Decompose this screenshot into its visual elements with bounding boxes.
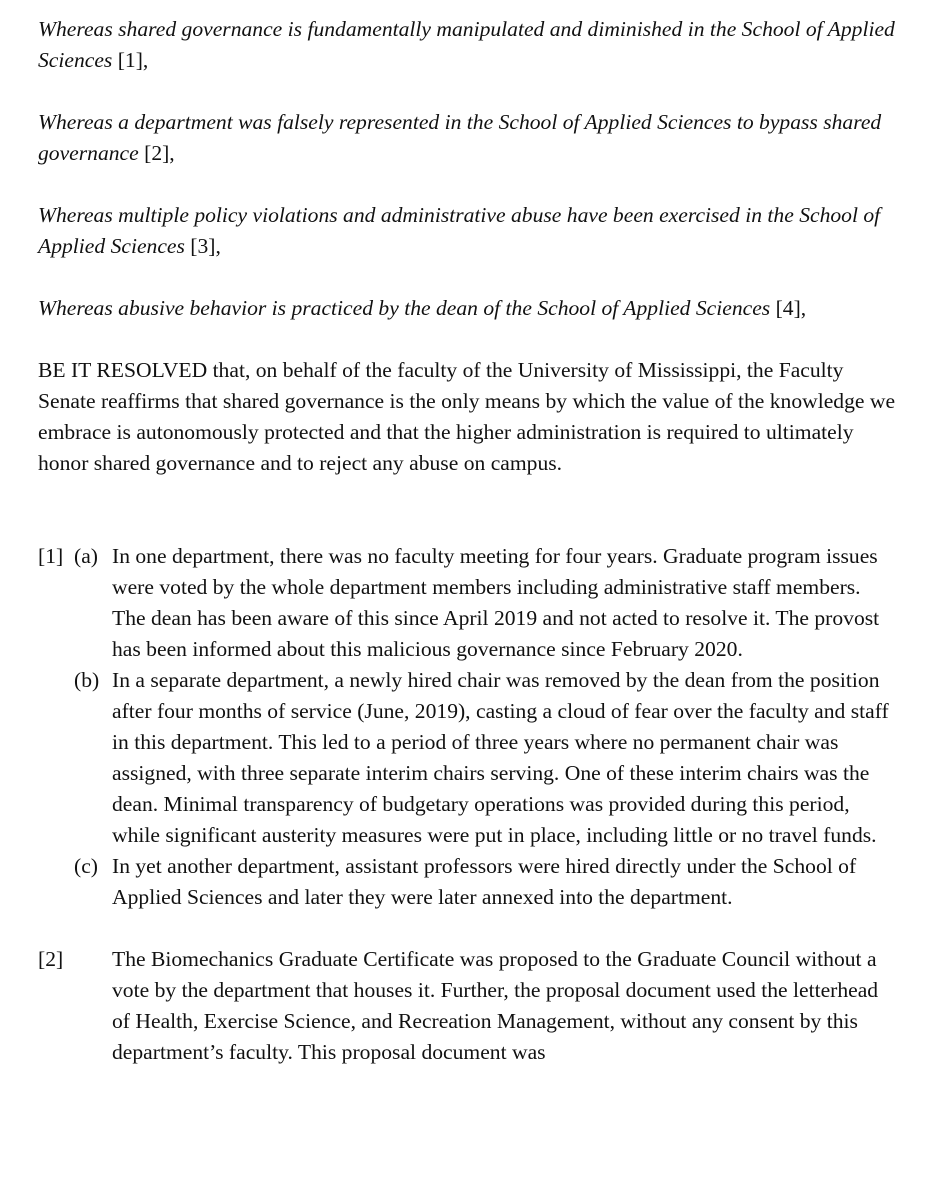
document-page xyxy=(38,14,898,1068)
whereas-clause-1 xyxy=(38,14,898,76)
whereas-clause-2 xyxy=(38,107,898,169)
footnote-number: [1] xyxy=(38,544,64,568)
footnote-ref: [2], xyxy=(138,141,175,165)
footnote-ref: [3], xyxy=(184,234,221,258)
whereas-text: Whereas abusive behavior is practiced by the dean of the School of Applied Sciences xyxy=(38,296,771,320)
whereas-text: Whereas a department was falsely represented in the School of Applied Sciences to bypass shared governance xyxy=(38,110,882,165)
footnote-1-item-c xyxy=(38,851,898,913)
item-letter: (c) xyxy=(74,854,98,878)
item-letter: (b) xyxy=(74,668,100,692)
item-text: In a separate department, a newly hired chair was removed by the dean from the position after four months of service (June, 2019), casting a cloud of fear over the faculty and staff in this department. This led to a period of three years where no permanent chair was assigned, with three separate interim chairs serving. One of these interim chairs was the dean. Minimal transparency of budgetary operations was provided during this period, while significant austerity measures were put in place, including little or no travel funds. xyxy=(112,668,889,847)
item-text: In yet another department, assistant professors were hired directly under the School of Applied Sciences and later they were later annexed into the department. xyxy=(112,854,857,909)
item-text: In one department, there was no faculty meeting for four years. Graduate program issues were voted by the whole department members including administrative staff members. The dean has been aware of this since April 2019 and not acted to resolve it. The provost has been informed about this malicious governance since February 2020. xyxy=(112,544,880,661)
footnote-2 xyxy=(38,944,898,1068)
footnote-ref: [4], xyxy=(770,296,807,320)
whereas-clause-4 xyxy=(38,293,898,324)
footnote-number: [2] xyxy=(38,947,64,971)
footnote-ref: [1], xyxy=(112,48,149,72)
whereas-text: Whereas shared governance is fundamentally manipulated and diminished in the School of Applied Sciences xyxy=(38,17,895,72)
footnote-1-item-a xyxy=(38,541,898,665)
item-letter: (a) xyxy=(74,544,98,568)
footnote-1 xyxy=(38,541,898,913)
resolution-paragraph: BE IT RESOLVED that, on behalf of the faculty of the University of Mississippi, the Faculty Senate reaffirms that shared governance is the only means by which the value of the knowledge we embrace is autonomously protected and that the higher administration is required to ultimately honor shared governance and to reject any abuse on campus. xyxy=(38,358,896,475)
whereas-text: Whereas multiple policy violations and administrative abuse have been exercised in the School of Applied Sciences xyxy=(38,203,881,258)
footnote-1-item-b xyxy=(38,665,898,851)
whereas-clause-3 xyxy=(38,200,898,262)
footnote-text: The Biomechanics Graduate Certificate was proposed to the Graduate Council without a vote by the department that houses it. Further, the proposal document used the letterhead of Health, Exercise Science, and Recreation Management, without any consent by this department’s faculty. This proposal document was xyxy=(112,947,879,1064)
